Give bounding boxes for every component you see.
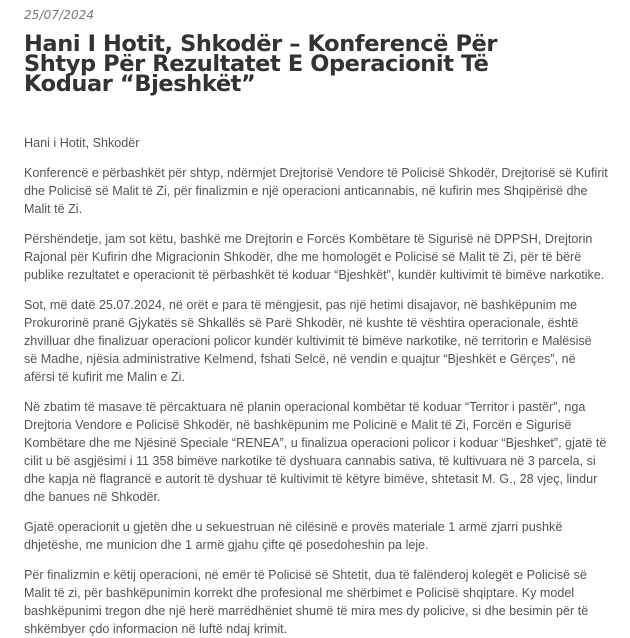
- article-title: Hani I Hotit, Shkodër – Konferencë Për Shtyp Për Rezultatet E Operacionit Të Koduar “Bjeshkët”: [24, 31, 498, 97]
- article-paragraph-5: Gjatë operacionit u gjetën dhe u sekuestruan në cilësinë e provës materiale 1 armë zjarri pushkë dhjetëshe, me municion dhe 1 armë gjahu çifte që posedoheshin pa leje.: [24, 520, 563, 552]
- article-location: Hani i Hotit, Shkodër: [24, 136, 140, 150]
- article-paragraph-1: Konferencë e përbashkët për shtyp, ndërmjet Drejtorisë Vendore të Policisë Shkodër, Drejtorisë së Kufirit dhe Policisë së Malit të Zi, për finalizmin e një operacioni anticannabis, në kufirin mes Shqipërisë dhe Malit të Zi.: [24, 166, 608, 216]
- article-paragraph-6: Për finalizmin e këtij operacioni, në emër të Policisë së Shtetit, dua të falënderoj kolegët e Policisë së Malit të zi, për bashkëpunimin korrekt dhe profesional me shërbimet e Policisë shqiptare. Ky model bashkëpunimi tregon dhe një herë marrëdhëniet shumë të mira mes dy policive, si dhe besimin për të shkëmbyer çdo informacion në luftë ndaj krimit.: [24, 568, 589, 636]
- article-paragraph-2: Përshëndetje, jam sot këtu, bashkë me Drejtorin e Forcës Kombëtare të Sigurisë në DPPSH, Drejtorin Rajonal për Kufirin dhe Migracionin Shkodër, dhe me homologët e Policisë së Malit të Zi, për të bërë publike rezultatet e operacionit të përbashkët të koduar “Bjeshkët”, kundër kultivimit të bimëve narkotike.: [24, 232, 605, 282]
- article-paragraph-4: Në zbatim të masave të përcaktuara në planin operacional kombëtar të koduar “Territor i pastër”, nga Drejtoria Vendore e Policisë Shkodër, në bashkëpunim me Policinë e Malit të Zi, Forcën e Sigurisë Kombëtare dhe me Njësinë Speciale “RENEA”, u finalizua operacioni policor i koduar “Bjeshket”, gjatë të cilit u bë asgjësimi i 11 358 bimëve narkotike të dyshuara cannabis sativa, të kultivuara në 3 parcela, si dhe kapja në flagrancë e autorit të dyshuar të kultivimit të këtyre bimëve, shtetasit M. G., 28 vjeç, lindur dhe banues në Shkodër.: [24, 400, 607, 504]
- article-paragraph-3: Sot, më datë 25.07.2024, në orët e para të mëngjesit, pas një hetimi disajavor, në bashkëpunim me Prokurorinë pranë Gjykatës së Shkallës së Parë Shkodër, në kushte të vështira operacionale, është zhvilluar dhe finalizuar operacioni policor kundër kultivimit të bimëve narkotike, në territorin e Malësisë së Madhe, njësia administrative Kelmend, fshati Selcë, në vendin e quajtur “Bjeshkët e Gërçes”, në afërsi të kufirit me Malin e Zi.: [24, 298, 592, 384]
- publish-date: 25/07/2024: [24, 8, 95, 22]
